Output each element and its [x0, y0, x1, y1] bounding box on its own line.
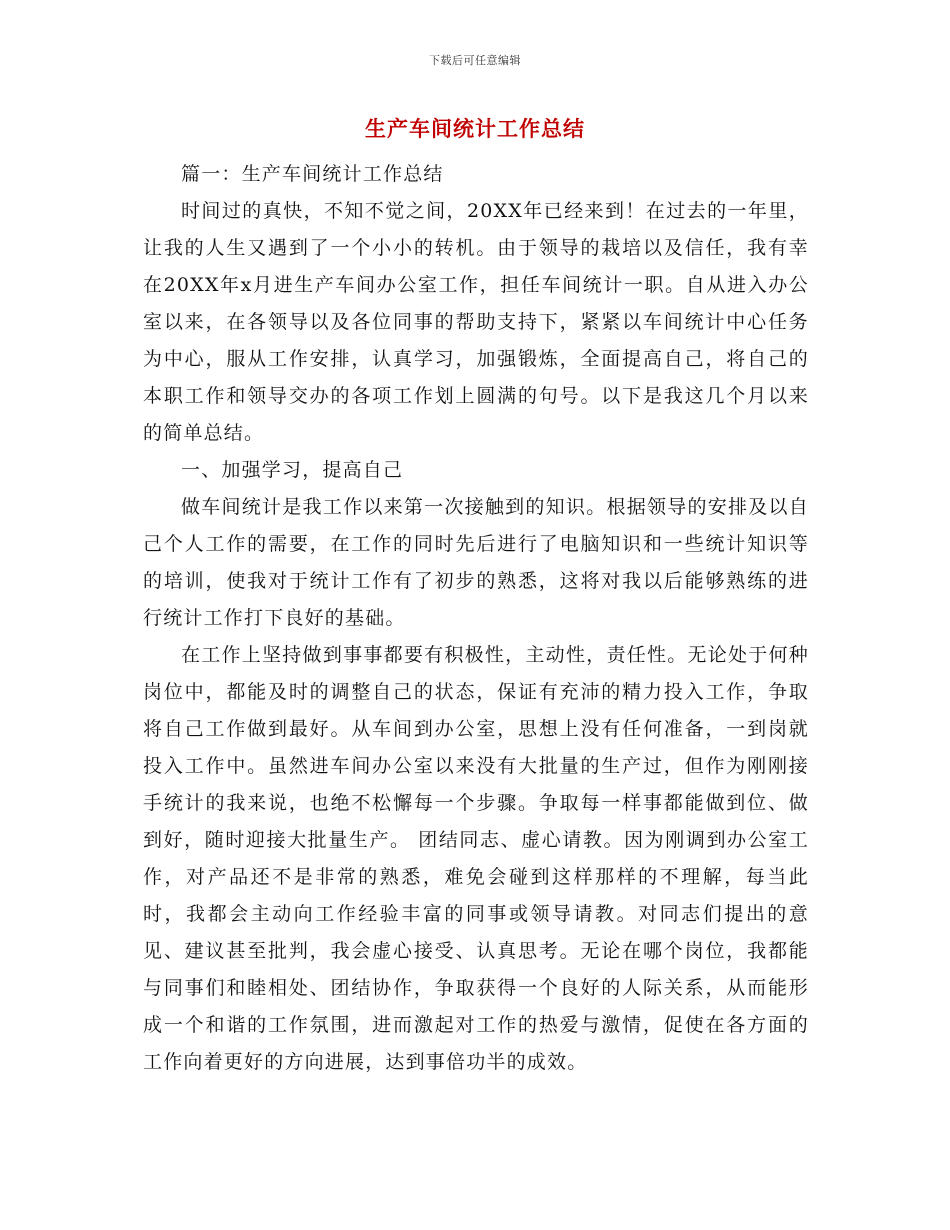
document-title: 生产车间统计工作总结: [365, 117, 585, 141]
header-note: 下载后可任意编辑: [429, 54, 521, 67]
paragraph-subheading: 一、加强学习，提高自己: [181, 459, 404, 481]
paragraph-section-heading: 篇一：生产车间统计工作总结: [181, 163, 444, 185]
document-body: [143, 156, 809, 1081]
paragraph-learning: 做车间统计是我工作以来第一次接触到的知识。根据领导的安排及以自己个人工作的需要，在工作的同时先后进行了电脑知识和一些统计知识等的培训，使我对于统计工作有了初步的熟悉，这将对我以后能够熟练的进行统计工作打下良好的基础。: [143, 496, 809, 629]
paragraph-work-attitude: 在工作上坚持做到事事都要有积极性，主动性，责任性。无论处于何种岗位中，都能及时的调整自己的状态，保证有充沛的精力投入工作，争取将自己工作做到最好。从车间到办公室，思想上没有任何准备，一到岗就投入工作中。虽然进车间办公室以来没有大批量的生产过，但作为刚刚接手统计的我来说，也绝不松懈每一个步骤。争取每一样事都能做到位、做到好，随时迎接大批量生产。 团结同志、虚心请教。因为刚调到办公室工作，对产品还不是非常的熟悉，难免会碰到这样那样的不理解，每当此时，我都会主动向工作经验丰富的同事或领导请教。对同志们提出的意见、建议甚至批判，我会虚心接受、认真思考。无论在哪个岗位，我都能与同事们和睦相处、团结协作，争取获得一个良好的人际关系，从而能形成一个和谐的工作氛围，进而激起对工作的热爱与激情，促使在各方面的工作向着更好的方向进展，达到事倍功半的成效。: [143, 644, 809, 1073]
paragraph-intro: 时间过的真快，不知不觉之间，20XX年已经来到！在过去的一年里，让我的人生又遇到了一个小小的转机。由于领导的栽培以及信任，我有幸在20XX年x月进生产车间办公室工作，担任车间统计一职。自从进入办公室以来，在各领导以及各位同事的帮助支持下，紧紧以车间统计中心任务为中心，服从工作安排，认真学习，加强锻炼，全面提高自己，将自己的本职工作和领导交办的各项工作划上圆满的句号。以下是我这几个月以来的简单总结。: [143, 200, 809, 444]
